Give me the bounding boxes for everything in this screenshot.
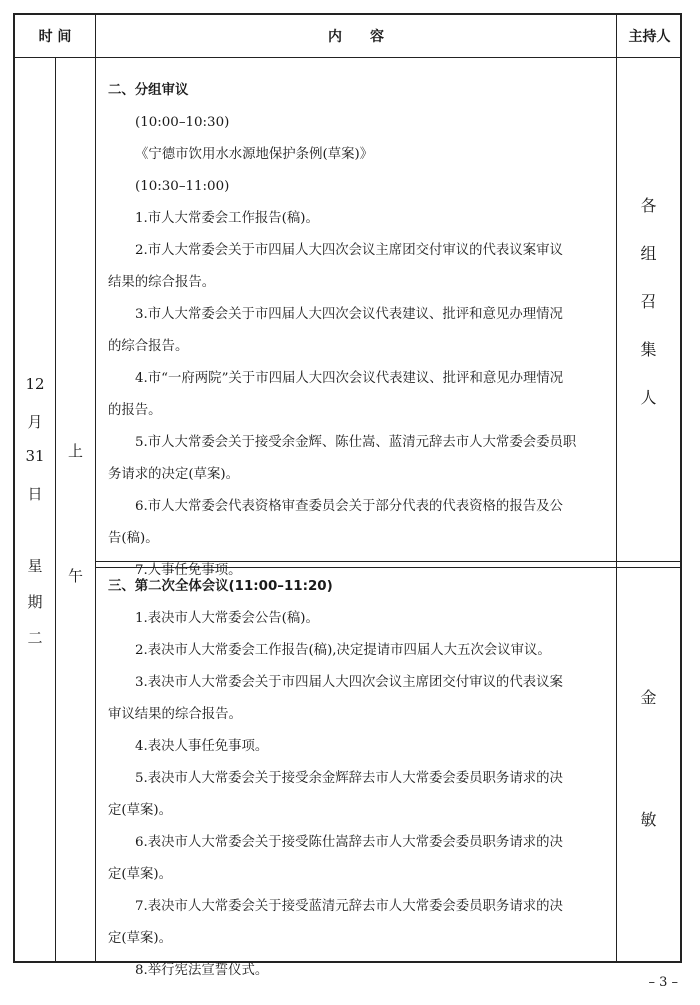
content-line: 定(草案)。 <box>108 931 173 946</box>
content-line: 2.市人大常委会关于市四届人大四次会议主席团交付审议的代表议案审议 <box>135 243 563 258</box>
content-line: 7.人事任免事项。 <box>135 563 242 578</box>
content-line: 的综合报告。 <box>108 339 189 354</box>
date-char: 期 <box>27 593 43 611</box>
content-line: 定(草案)。 <box>108 803 173 818</box>
date-char: 日 <box>27 485 43 503</box>
content-line: 2.表决市人大常委会工作报告(稿),决定提请市四届人大五次会议审议。 <box>135 643 551 658</box>
section-3-content <box>103 571 615 987</box>
period-cell-bottom <box>56 565 95 586</box>
content-line: 告(稿)。 <box>108 531 159 546</box>
content-line: 3.市人大常委会关于市四届人大四次会议代表建议、批评和意见办理情况 <box>135 307 563 322</box>
date-char: 月 <box>27 413 43 431</box>
divider-time-content <box>95 15 96 961</box>
content-line: 6.市人大常委会代表资格审查委员会关于部分代表的代表资格的报告及公 <box>135 499 563 514</box>
content-line: 1.市人大常委会工作报告(稿)。 <box>135 211 319 226</box>
content-line: 1.表决市人大常委会公告(稿)。 <box>135 611 319 626</box>
period-bottom: 午 <box>67 567 83 585</box>
content-line: 的报告。 <box>108 403 162 418</box>
section-title: 三、第二次全体会议(11:00–11:20) <box>108 579 333 594</box>
content-line: 5.市人大常委会关于接受余金辉、陈仕嵩、蓝清元辞去市人大常委会委员职 <box>135 435 577 450</box>
header-divider <box>15 57 680 58</box>
header-content: 内 容 <box>328 29 384 45</box>
header-time: 时 间 <box>38 29 72 45</box>
host-char: 组 <box>640 244 657 263</box>
content-line: 8.举行宪法宣誓仪式。 <box>135 963 269 978</box>
host-char: 各 <box>640 196 657 215</box>
content-line: 7.表决市人大常委会关于接受蓝清元辞去市人大常委会委员职务请求的决 <box>135 899 563 914</box>
section-2-content <box>103 75 615 587</box>
host-char: 集 <box>640 340 657 359</box>
section-3-host <box>617 685 680 929</box>
content-line: 5.表决市人大常委会关于接受余金辉辞去市人大常委会委员职务请求的决 <box>135 771 563 786</box>
content-line: 审议结果的综合报告。 <box>108 707 242 722</box>
content-line: (10:00–10:30) <box>135 115 230 130</box>
date-char: 二 <box>27 629 43 647</box>
schedule-table <box>13 13 682 978</box>
date-char: 12 <box>25 375 45 393</box>
content-line: 务请求的决定(草案)。 <box>108 467 239 482</box>
content-line: 4.市“一府两院”关于市四届人大四次会议代表建议、批评和意见办理情况 <box>135 371 564 386</box>
period-cell-top <box>56 440 95 461</box>
section-2-host <box>617 193 680 433</box>
date-char: 星 <box>27 557 43 575</box>
period-top: 上 <box>67 442 83 460</box>
section-title: 二、分组审议 <box>108 83 189 98</box>
date-cell <box>15 375 55 663</box>
host-char: 敏 <box>640 810 657 829</box>
date-char: 31 <box>25 447 45 465</box>
host-char: 人 <box>640 388 657 407</box>
content-line: (10:30–11:00) <box>135 179 230 194</box>
page-number: – 3 – <box>648 975 678 990</box>
content-line: 3.表决市人大常委会关于市四届人大四次会议主席团交付审议的代表议案 <box>135 675 563 690</box>
host-char: 金 <box>640 688 657 707</box>
content-line: 定(草案)。 <box>108 867 173 882</box>
content-line: 结果的综合报告。 <box>108 275 216 290</box>
content-line: 4.表决人事任免事项。 <box>135 739 269 754</box>
host-char: 召 <box>640 292 657 311</box>
content-line: 6.表决市人大常委会关于接受陈仕嵩辞去市人大常委会委员职务请求的决 <box>135 835 563 850</box>
divider-date-period <box>55 57 56 961</box>
content-line: 《宁德市饮用水水源地保护条例(草案)》 <box>135 147 374 162</box>
header-host: 主持人 <box>628 29 671 45</box>
